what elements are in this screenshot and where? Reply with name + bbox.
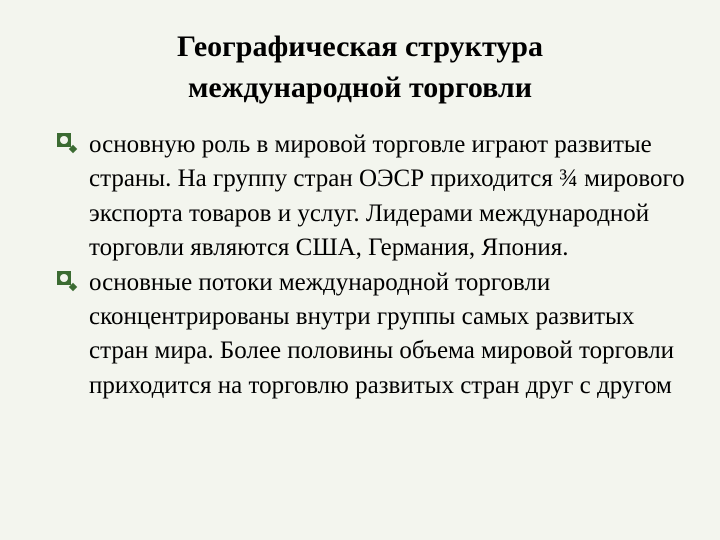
bullet-item [54,128,694,266]
bullet-list [54,128,694,403]
slide-title [60,26,660,108]
q-bullet-icon [57,133,71,147]
bullet-item [54,266,694,404]
q-bullet-icon [57,271,71,285]
bullet-text: основные потоки международной торговли сконцентрированы внутри группы самых развитых стран мира. Более половины объема мировой торговли приходится на торговлю развитых стран друг с другом [89,268,675,399]
bullet-text: основную роль в мировой торговле играют развитые страны. На группу стран ОЭСР приходится ¾ мирового экспорта товаров и услуг. Лидерами международной торговли являются США, Германия, Япония. [89,131,685,262]
title-line-1: Географическая структура [177,30,543,63]
title-line-2: международной торговли [187,71,533,104]
